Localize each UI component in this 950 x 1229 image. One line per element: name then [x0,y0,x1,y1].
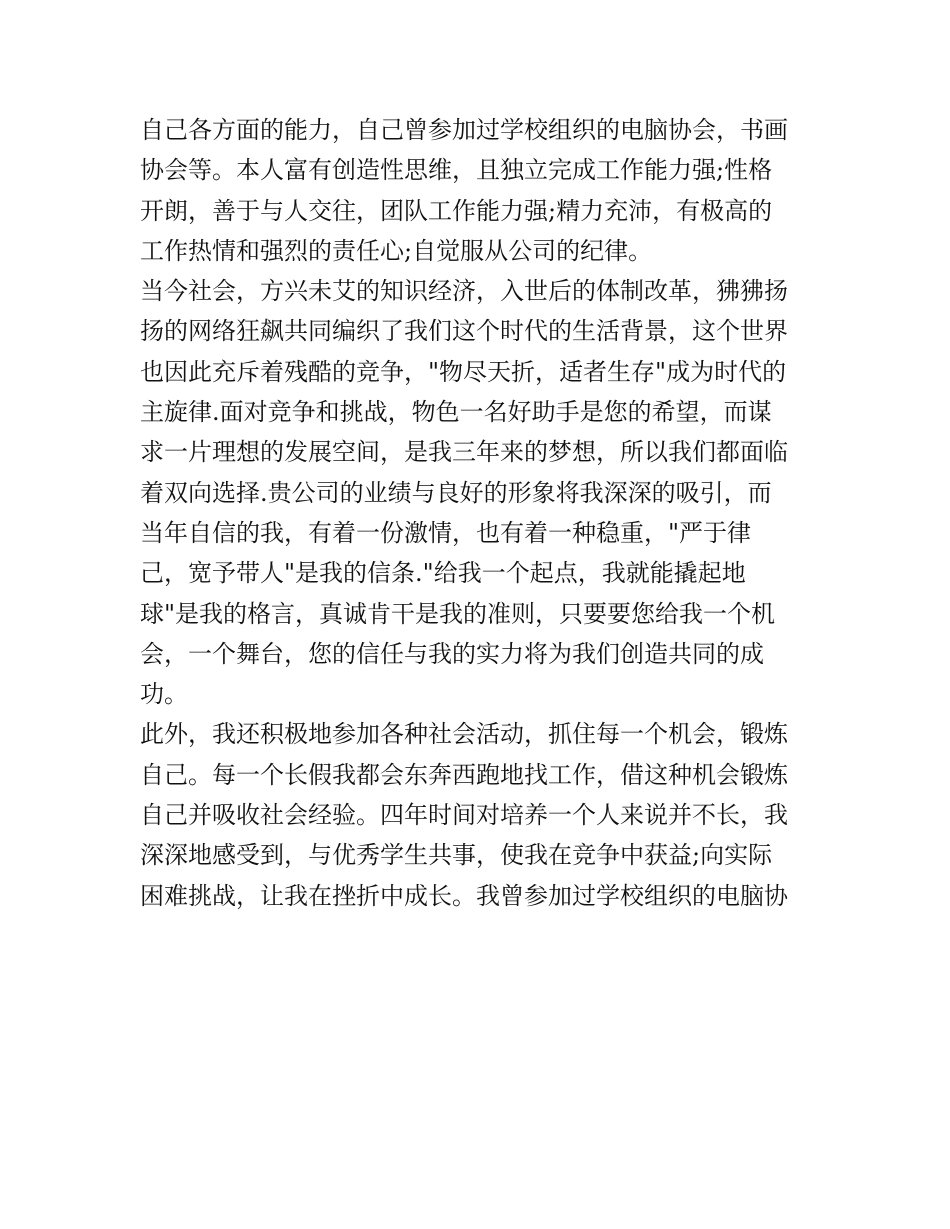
text-line: 当今社会，方兴未艾的知识经济，入世后的体制改革，狒狒扬 [140,277,788,306]
text-line: 主旋律.面对竞争和挑战，物色一名好助手是您的希望，而谋 [140,398,772,427]
text-line: 困难挑战，让我在挫折中成长。我曾参加过学校组织的电脑协 [140,881,788,910]
text-line: 当年自信的我，有着一份激情，也有着一种稳重，"严于律 [140,518,752,547]
text-line: 此外，我还积极地参加各种社会活动，抓住每一个机会，锻炼 [140,720,788,749]
text-line: 自己。每一个长假我都会东奔西跑地找工作，借这种机会锻炼 [140,760,788,789]
text-line: 也因此充斥着残酷的竞争，"物尽天折，适者生存"成为时代的 [140,357,787,386]
text-line: 功。 [140,680,188,709]
text-line: 工作热情和强烈的责任心;自觉服从公司的纪律。 [140,236,653,265]
text-line: 己，宽予带人"是我的信条."给我一个起点，我就能撬起地 [140,559,746,588]
text-line: 协会等。本人富有创造性思维，且独立完成工作能力强;性格 [140,156,773,185]
text-line: 自己并吸收社会经验。四年时间对培养一个人来说并不长，我 [140,801,788,830]
text-line: 着双向选择.贵公司的业绩与良好的形象将我深深的吸引，而 [140,478,772,507]
text-line: 球"是我的格言，真诚肯干是我的准则，只要要您给我一个机 [140,599,776,628]
text-line: 扬的网络狂飙共同编织了我们这个时代的生活背景，这个世界 [140,317,788,346]
text-line: 深深地感受到，与优秀学生共事，使我在竞争中获益;向实际 [140,841,773,870]
text-line: 求一片理想的发展空间，是我三年来的梦想，所以我们都面临 [140,438,788,467]
text-line: 会，一个舞台，您的信任与我的实力将为我们创造共同的成 [140,639,764,668]
body-text [140,110,820,916]
text-line: 自己各方面的能力，自己曾参加过学校组织的电脑协会，书画 [140,116,788,144]
text-line: 开朗，善于与人交往，团队工作能力强;精力充沛，有极高的 [140,196,773,225]
